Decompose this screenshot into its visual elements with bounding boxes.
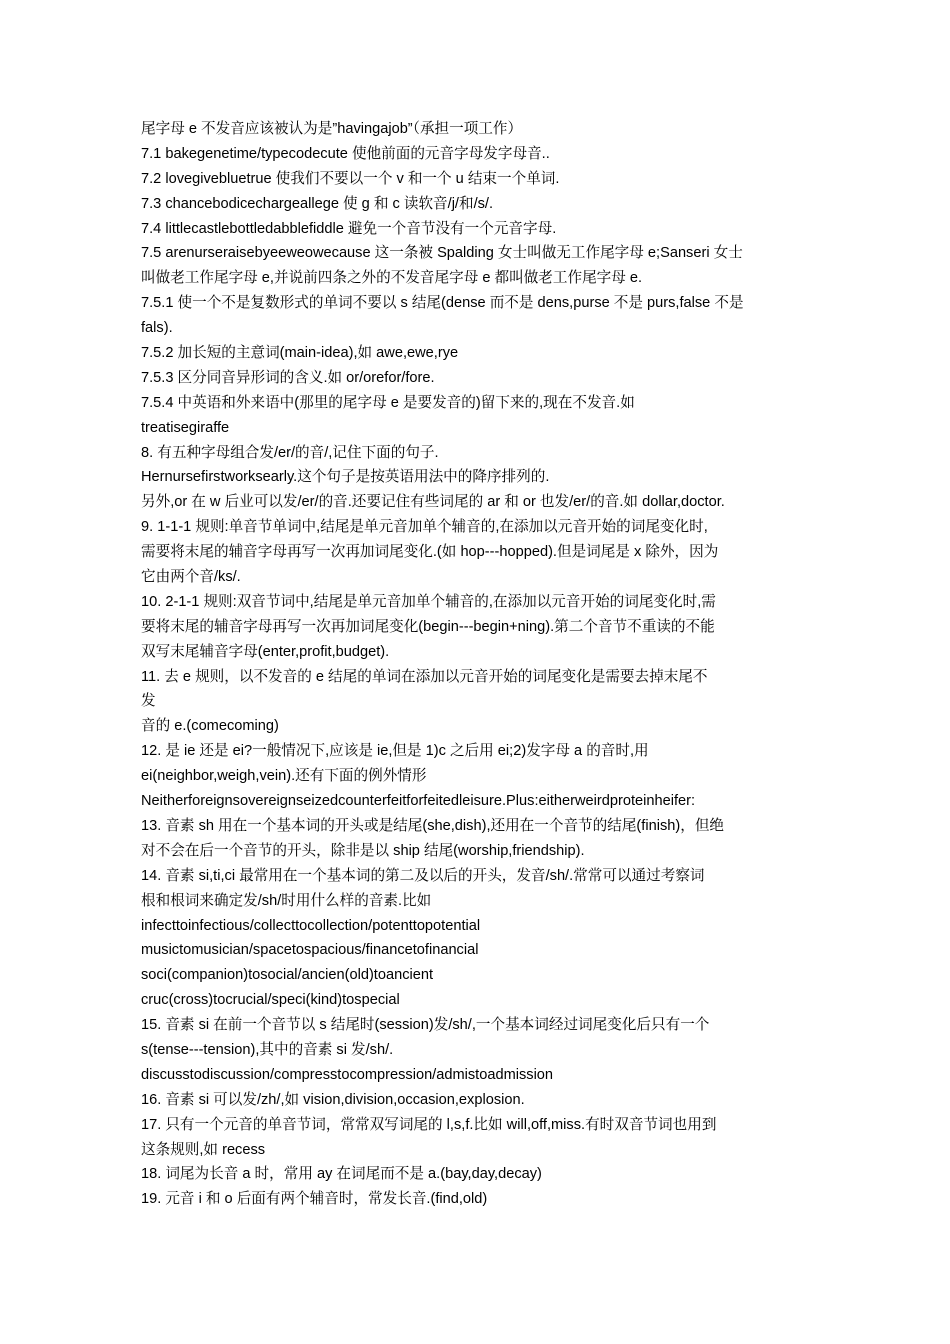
text-line: 7.5.2 加长短的主意词(main-idea),如 awe,ewe,rye — [141, 345, 459, 362]
text-line: 尾字母 e 不发音应该被认为是”havingajob”（承担一项工作） — [141, 121, 523, 137]
text-line: treatisegiraffe — [141, 419, 230, 436]
text-line: discusstodiscussion/compresstocompression/admistoadmission — [141, 1066, 554, 1083]
text-line: 15. 音素 si 在前一个音节以 s 结尾时(session)发/sh/,一个基本词经过词尾变化后只有一个 — [141, 1017, 710, 1034]
text-line: 7.5 arenurseraisebyeeweowecause 这一条被 Spalding 女士叫做无工作尾字母 e;Sanseri 女士 — [141, 245, 743, 262]
text-line: Neitherforeignsovereignseizedcounterfeitforfeitedleisure.Plus:eitherweirdproteinheifer: — [141, 793, 696, 810]
text-line: soci(companion)tosocial/ancien(old)toancient — [141, 967, 434, 984]
text-line: 7.3 chancebodicechargeallege 使 g 和 c 读软音/j/和/s/. — [141, 195, 494, 212]
text-line: 18. 词尾为长音 a 时，常用 ay 在词尾而不是 a.(bay,day,decay) — [141, 1166, 542, 1183]
text-line: 11. 去 e 规则，以不发音的 e 结尾的单词在添加以元音开始的词尾变化是需要去掉末尾不 — [141, 668, 708, 685]
text-line: Hernursefirstworksearly.这个句子是按英语用法中的降序排列的. — [141, 469, 550, 486]
text-line: ei(neighbor,weigh,vein).还有下面的例外情形 — [141, 768, 427, 785]
text-line: 12. 是 ie 还是 ei?一般情况下,应该是 ie,但是 1)c 之后用 ei;2)发字母 a 的音时,用 — [141, 743, 649, 760]
text-line: 它由两个音/ks/. — [141, 569, 241, 586]
text-line: 根和根词来确定发/sh/时用什么样的音素.比如 — [141, 892, 432, 909]
text-line: 10. 2-1-1 规则:双音节词中,结尾是单元音加单个辅音的,在添加以元音开始的词尾变化时,需 — [141, 593, 716, 610]
text-line: 7.4 littlecastlebottledabblefiddle 避免一个音节没有一个元音字母. — [141, 220, 557, 237]
text-line: 14. 音素 si,ti,ci 最常用在一个基本词的第二及以后的开头，发音/sh/.常常可以通过考察词 — [141, 867, 705, 884]
document-page — [141, 117, 813, 1212]
text-line: 这条规则,如 recess — [141, 1141, 266, 1158]
text-line: 7.5.3 区分同音异形词的含义.如 or/orefor/fore. — [141, 369, 435, 386]
text-line: 对不会在后一个音节的开头，除非是以 ship 结尾(worship,friendship). — [141, 842, 585, 859]
text-line: 音的 e.(comecoming) — [141, 718, 279, 735]
text-line: musictomusician/spacetospacious/financetofinancial — [141, 942, 479, 959]
text-line: cruc(cross)tocrucial/speci(kind)tospecial — [141, 992, 400, 1009]
text-line: 7.5.1 使一个不是复数形式的单词不要以 s 结尾(dense 而不是 dens,purse 不是 purs,false 不是 — [141, 295, 744, 312]
text-line: s(tense---tension),其中的音素 si 发/sh/. — [141, 1041, 394, 1058]
text-line: 需要将末尾的辅音字母再写一次再加词尾变化.(如 hop---hopped).但是词尾是 x 除外，因为 — [141, 544, 719, 561]
text-line: 发 — [141, 693, 156, 710]
text-line: 要将末尾的辅音字母再写一次再加词尾变化(begin---begin+ning).第二个音节不重读的不能 — [141, 618, 715, 635]
text-line: 19. 元音 i 和 o 后面有两个辅音时，常发长音.(find,old) — [141, 1191, 488, 1208]
text-line: 17. 只有一个元音的单音节词，常常双写词尾的 l,s,f.比如 will,off,miss.有时双音节词也用到 — [141, 1116, 717, 1133]
text-line: 13. 音素 sh 用在一个基本词的开头或是结尾(she,dish),还用在一个音节的结尾(finish)，但绝 — [141, 817, 725, 834]
text-line: 16. 音素 si 可以发/zh/,如 vision,division,occasion,explosion. — [141, 1091, 525, 1108]
text-line: 7.5.4 中英语和外来语中(那里的尾字母 e 是要发音的)留下来的,现在不发音.如 — [141, 394, 635, 411]
text-line: 叫做老工作尾字母 e,并说前四条之外的不发音尾字母 e 都叫做老工作尾字母 e. — [141, 270, 643, 287]
text-line: infecttoinfectious/collecttocollection/potenttopotential — [141, 917, 481, 934]
text-line: fals). — [141, 320, 173, 337]
text-line: 8. 有五种字母组合发/er/的音/,记住下面的句子. — [141, 444, 439, 461]
text-line: 7.2 lovegivebluetrue 使我们不要以一个 v 和一个 u 结束一个单词. — [141, 170, 560, 187]
text-line: 另外,or 在 w 后业可以发/er/的音.还要记住有些词尾的 ar 和 or 也发/er/的音.如 dollar,doctor. — [141, 494, 725, 511]
text-line: 双写末尾辅音字母(enter,profit,budget). — [141, 643, 390, 660]
text-line: 9. 1-1-1 规则:单音节单词中,结尾是单元音加单个辅音的,在添加以元音开始的词尾变化时, — [141, 519, 708, 536]
text-line: 7.1 bakegenetime/typecodecute 使他前面的元音字母发字母音.. — [141, 145, 550, 162]
